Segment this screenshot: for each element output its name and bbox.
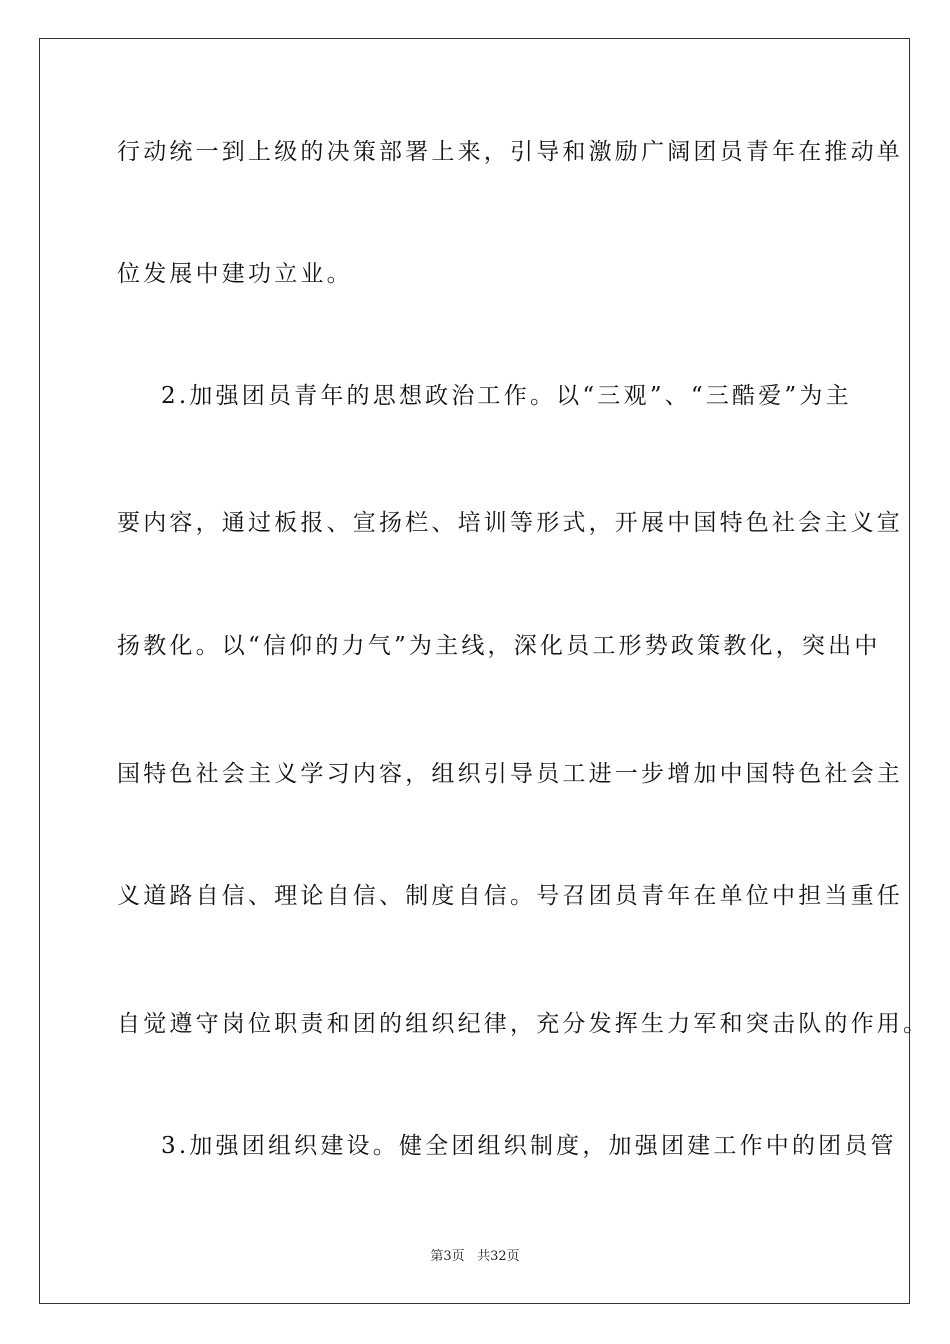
body-text-line: 3.加强团组织建设。健全团组织制度，加强团建工作中的团员管 [161, 1133, 897, 1159]
body-text-line: 位发展中建功立业。 [117, 261, 353, 287]
body-text-line: 扬教化。以“信仰的力气”为主线，深化员工形势政策教化，突出中 [117, 633, 881, 659]
page-footer [0, 1248, 950, 1266]
body-text-line: 国特色社会主义学习内容，组织引导员工进一步增加中国特色社会主 [117, 761, 903, 787]
body-text-line: 要内容，通过板报、宣扬栏、培训等形式，开展中国特色社会主义宣 [117, 510, 903, 536]
body-text-line: 自觉遵守岗位职责和团的组织纪律，充分发挥生力军和突击队的作用。 [117, 1011, 930, 1037]
body-text-line: 义道路自信、理论自信、制度自信。号召团员青年在单位中担当重任 [117, 883, 903, 909]
page-border [39, 38, 930, 1304]
body-text-line: 行动统一到上级的决策部署上来，引导和激励广阔团员青年在推动单 [117, 139, 903, 165]
body-text-line: 2.加强团员青年的思想政治工作。以“三观”、“三酷爱”为主 [161, 383, 852, 409]
page-total: 共32页 [477, 1249, 520, 1264]
page-number: 第3页 [430, 1249, 465, 1264]
